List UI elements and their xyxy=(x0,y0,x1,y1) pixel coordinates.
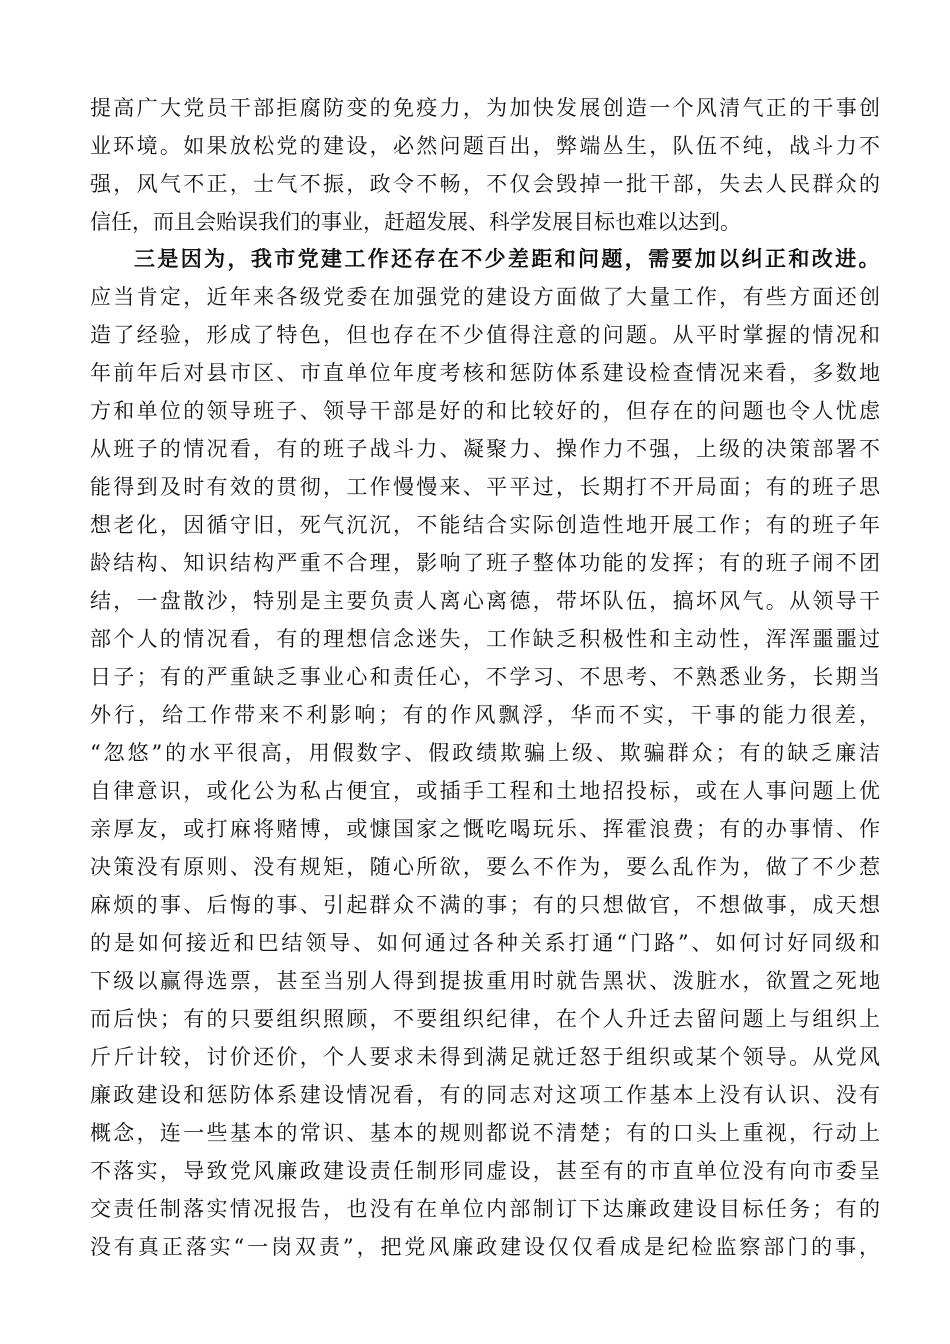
text-line-17: 外行，给工作带来不利影响；有的作风飘浮，华而不实，干事的能力很差， xyxy=(90,703,880,727)
text-line-24: 下级以赢得选票，甚至当别人得到提拔重用时就告黑状、泼脏水，欲置之死地 xyxy=(90,969,880,993)
text-line-23: 的是如何接近和巴结领导、如何通过各种关系打通“门路”、如何讨好同级和 xyxy=(90,931,880,955)
text-line-27: 廉政建设和惩防体系建设情况看，有的同志对这项工作基本上没有认识、没有 xyxy=(90,1083,880,1107)
text-line-4: 信任，而且会贻误我们的事业，赶超发展、科学发展目标也难以达到。 xyxy=(90,210,741,234)
text-line-18: “忽悠”的水平很高，用假数字、假政绩欺骗上级、欺骗群众；有的缺乏廉洁 xyxy=(90,741,880,765)
text-line-19: 自律意识，或化公为私占便宜，或插手工程和土地招投标，或在人事问题上优 xyxy=(90,779,880,803)
text-line-10: 从班子的情况看，有的班子战斗力、凝聚力、操作力不强，上级的决策部署不 xyxy=(90,437,880,461)
text-line-30: 交责任制落实情况报告，也没有在单位内部制订下达廉政建设目标任务；有的 xyxy=(90,1197,880,1221)
section-heading: 三是因为，我市党建工作还存在不少差距和问题，需要加以纠正和改进。 xyxy=(134,247,880,271)
text-line-16: 日子；有的严重缺乏事业心和责任心，不学习、不思考、不熟悉业务，长期当 xyxy=(90,665,880,689)
text-line-7: 造了经验，形成了特色，但也存在不少值得注意的问题。从平时掌握的情况和 xyxy=(90,323,880,347)
text-line-6: 应当肯定，近年来各级党委在加强党的建设方面做了大量工作，有些方面还创 xyxy=(90,285,880,309)
text-line-13: 龄结构、知识结构严重不合理，影响了班子整体功能的发挥；有的班子闹不团 xyxy=(90,551,880,575)
text-line-21: 决策没有原则、没有规矩，随心所欲，要么不作为，要么乱作为，做了不少惹 xyxy=(90,855,880,879)
text-line-1: 提高广大党员干部拒腐防变的免疫力，为加快发展创造一个风清气正的干事创 xyxy=(90,96,880,120)
text-line-25: 而后快；有的只要组织照顾，不要组织纪律，在个人升迁去留问题上与组织上 xyxy=(90,1007,880,1031)
text-line-11: 能得到及时有效的贯彻，工作慢慢来、平平过，长期打不开局面；有的班子思 xyxy=(90,475,880,499)
text-line-29: 不落实，导致党风廉政建设责任制形同虚设，甚至有的市直单位没有向市委呈 xyxy=(90,1159,880,1183)
text-line-9: 方和单位的领导班子、领导干部是好的和比较好的，但存在的问题也令人忧虑 xyxy=(90,399,880,423)
text-line-28: 概念，连一些基本的常识、基本的规则都说不清楚；有的口头上重视，行动上 xyxy=(90,1121,880,1145)
text-line-26: 斤斤计较，讨价还价，个人要求未得到满足就迁怒于组织或某个领导。从党风 xyxy=(90,1045,880,1069)
text-line-22: 麻烦的事、后悔的事、引起群众不满的事；有的只想做官，不想做事，成天想 xyxy=(90,893,880,917)
text-line-12: 想老化，因循守旧，死气沉沉，不能结合实际创造性地开展工作；有的班子年 xyxy=(90,513,880,537)
text-line-20: 亲厚友，或打麻将赌博，或慷国家之慨吃喝玩乐、挥霍浪费；有的办事情、作 xyxy=(90,817,880,841)
text-line-15: 部个人的情况看，有的理想信念迷失，工作缺乏积极性和主动性，浑浑噩噩过 xyxy=(90,627,880,651)
text-line-31: 没有真正落实“一岗双责”，把党风廉政建设仅仅看成是纪检监察部门的事， xyxy=(90,1235,880,1259)
text-line-3: 强，风气不正，士气不振，政令不畅，不仅会毁掉一批干部，失去人民群众的 xyxy=(90,172,880,196)
text-line-2: 业环境。如果放松党的建设，必然问题百出，弊端丛生，队伍不纯，战斗力不 xyxy=(90,134,880,158)
text-line-8: 年前年后对县市区、市直单位年度考核和惩防体系建设检查情况来看，多数地 xyxy=(90,361,880,385)
text-line-14: 结，一盘散沙，特别是主要负责人离心离德，带坏队伍，搞坏风气。从领导干 xyxy=(90,589,880,613)
